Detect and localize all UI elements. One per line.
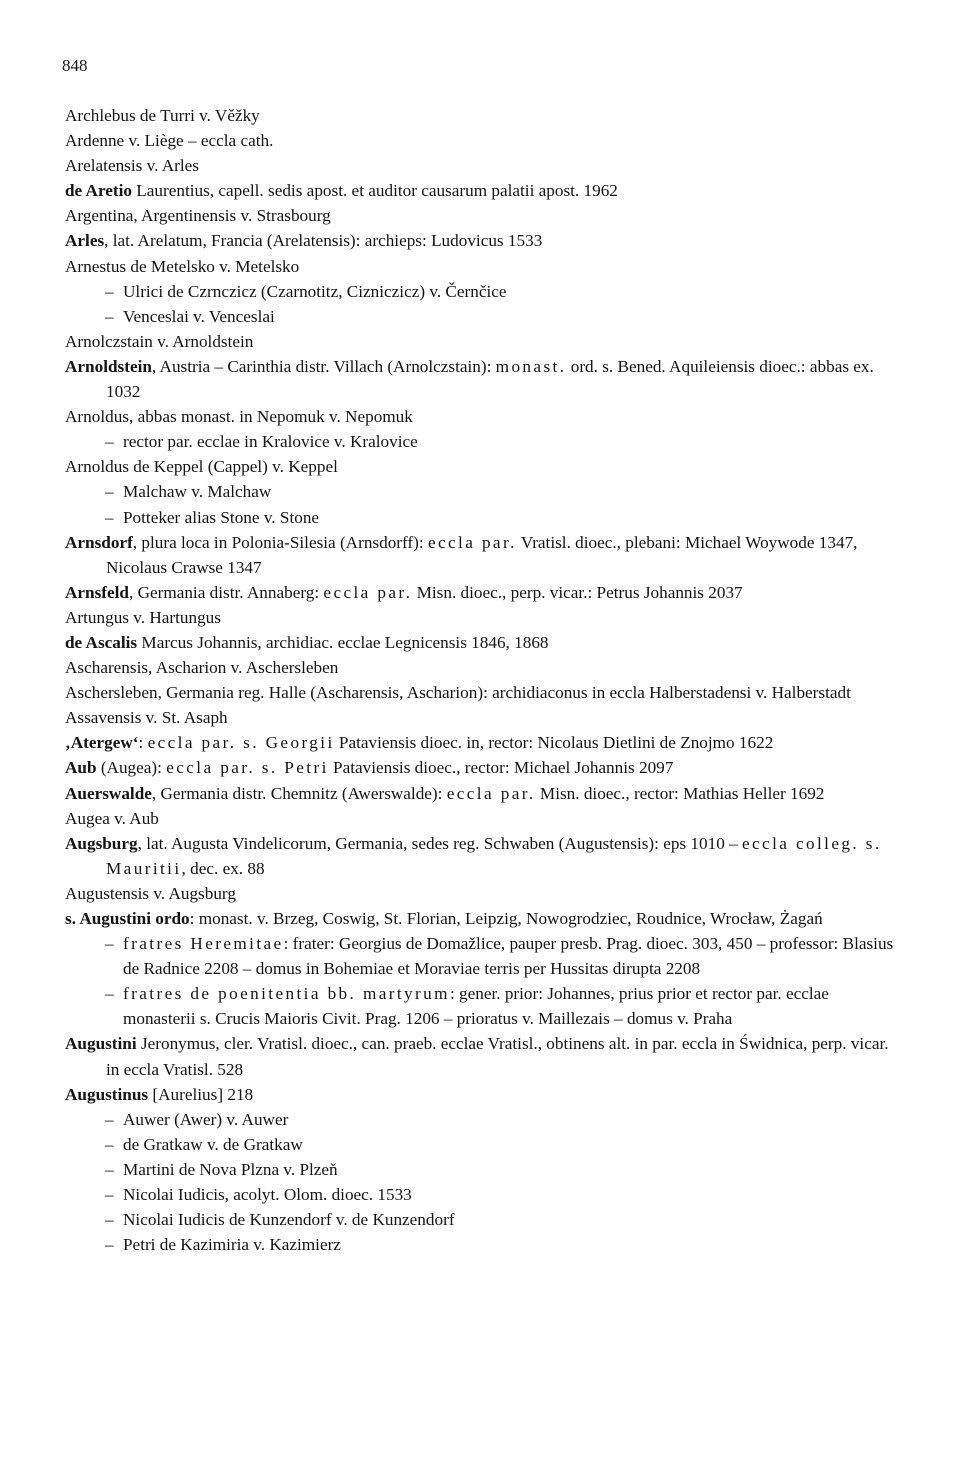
index-subentry bbox=[65, 931, 897, 981]
index-entry bbox=[65, 806, 897, 831]
spaced-term: fratres de poenitentia bb. martyrum bbox=[123, 984, 450, 1004]
index-entry bbox=[65, 1031, 897, 1081]
index-subentry bbox=[65, 1107, 897, 1132]
index-entry bbox=[65, 254, 897, 279]
entry-text: Potteker alias Stone v. Stone bbox=[123, 507, 320, 527]
headword: Arles bbox=[65, 231, 105, 251]
entry-text: Malchaw v. Malchaw bbox=[123, 482, 272, 502]
index-subentry bbox=[65, 1232, 897, 1257]
page-number: 848 bbox=[62, 56, 88, 75]
entry-text: de Gratkaw v. de Gratkaw bbox=[123, 1134, 303, 1154]
entry-text: Assavensis v. St. Asaph bbox=[65, 708, 228, 728]
entry-text: Vratisl. dioec., plebani: Michael Woywode 1347, Nicolaus Crawse 1347 bbox=[106, 532, 858, 577]
index-entry bbox=[65, 605, 897, 630]
entry-text: Augustensis v. Augsburg bbox=[65, 883, 236, 903]
entry-text: (Augea): bbox=[96, 758, 167, 778]
index-entry bbox=[65, 580, 897, 605]
headword: Augustinus bbox=[65, 1084, 149, 1104]
index-entry bbox=[65, 329, 897, 354]
entry-text: : gener. prior: Johannes, prius prior et rector par. ecclae monasterii s. Crucis Maioris Civit. Prag. 1206 – prioratus v. Maillezais – domus v. Praha bbox=[123, 984, 829, 1029]
entry-text: Arnoldus, abbas monast. in Nepomuk v. Nepomuk bbox=[65, 407, 413, 427]
entry-text: Pataviensis dioec. in, rector: Nicolaus Dietlini de Znojmo 1622 bbox=[334, 733, 774, 753]
entry-text: , plura loca in Polonia-Silesia (Arnsdorff): bbox=[132, 532, 428, 552]
index-entry bbox=[65, 705, 897, 730]
index-subentry bbox=[65, 1157, 897, 1182]
spaced-term: eccla par. s. Georgii bbox=[147, 733, 335, 753]
entry-text: rector par. ecclae in Kralovice v. Kralovice bbox=[123, 432, 418, 452]
entry-text: Misn. dioec., rector: Mathias Heller 1692 bbox=[535, 783, 825, 803]
index-entry bbox=[65, 730, 897, 755]
entry-text: Argentina, Argentinensis v. Strasbourg bbox=[65, 206, 331, 226]
entry-text: , lat. Arelatum, Francia (Arelatensis): archieps: Ludovicus 1533 bbox=[104, 231, 543, 251]
spaced-term: eccla par. bbox=[323, 582, 413, 602]
index-subentry bbox=[65, 1207, 897, 1232]
index-subentry bbox=[65, 304, 897, 329]
entry-text: Arnoldus de Keppel (Cappel) v. Keppel bbox=[65, 457, 338, 477]
entry-text: , dec. ex. 88 bbox=[181, 858, 265, 878]
index-entry bbox=[65, 228, 897, 253]
subentry-dash: – bbox=[105, 1159, 114, 1179]
subentry-dash: – bbox=[105, 1235, 114, 1255]
entry-text: Laurentius, capell. sedis apost. et auditor causarum palatii apost. 1962 bbox=[132, 181, 618, 201]
headword: Aub bbox=[65, 758, 97, 778]
entry-text: Auwer (Awer) v. Auwer bbox=[123, 1109, 289, 1129]
index-entry bbox=[65, 178, 897, 203]
index-entry bbox=[65, 454, 897, 479]
index-entry bbox=[65, 103, 897, 128]
subentry-dash: – bbox=[105, 507, 114, 527]
entry-text: : frater: Georgius de Domažlice, pauper presb. Prag. dioec. 303, 450 – professor: Blasius de Radnice 2208 – domus in Bohemiae et Moraviae terris per Hussitas dirupta 2208 bbox=[123, 934, 894, 979]
entry-text: , lat. Augusta Vindelicorum, Germania, sedes reg. Schwaben (Augustensis): eps 1010 – bbox=[137, 833, 742, 853]
index-entry bbox=[65, 128, 897, 153]
index-entry bbox=[65, 203, 897, 228]
entry-text: ord. s. Bened. Aquileiensis dioec.: abbas ex. 1032 bbox=[106, 356, 874, 402]
entry-text: Pataviensis dioec., rector: Michael Johannis 2097 bbox=[328, 758, 674, 778]
index-entries bbox=[65, 103, 897, 1257]
entry-text: Marcus Johannis, archidiac. ecclae Legnicensis 1846, 1868 bbox=[137, 632, 549, 652]
index-entry bbox=[65, 630, 897, 655]
index-entry bbox=[65, 755, 897, 780]
entry-text: Petri de Kazimiria v. Kazimierz bbox=[123, 1235, 341, 1255]
index-entry bbox=[65, 881, 897, 906]
headword: Augsburg bbox=[65, 833, 138, 853]
headword: Auerswalde bbox=[65, 783, 152, 803]
index-subentry bbox=[65, 479, 897, 504]
entry-text: Artungus v. Hartungus bbox=[65, 607, 221, 627]
spaced-term: eccla par. bbox=[427, 532, 517, 552]
entry-text: Augea v. Aub bbox=[65, 808, 159, 828]
index-entry bbox=[65, 354, 897, 404]
entry-text: Aschersleben, Germania reg. Halle (Ascharensis, Ascharion): archidiaconus in eccla Halberstadensi v. Halberstadt bbox=[65, 683, 851, 703]
entry-text: Ulrici de Czrnczicz (Czarnotitz, Cizniczicz) v. Černčice bbox=[123, 281, 507, 301]
entry-text: Misn. dioec., perp. vicar.: Petrus Johannis 2037 bbox=[412, 582, 743, 602]
index-entry bbox=[65, 530, 897, 580]
subentry-dash: – bbox=[105, 1210, 114, 1230]
subentry-dash: – bbox=[105, 281, 114, 301]
index-subentry bbox=[65, 279, 897, 304]
subentry-dash: – bbox=[105, 306, 114, 326]
entry-text: Arnestus de Metelsko v. Metelsko bbox=[65, 256, 300, 276]
spaced-term: eccla colleg. s. Mauritii bbox=[106, 833, 882, 878]
subentry-dash: – bbox=[105, 482, 114, 502]
spaced-term: fratres Heremitae bbox=[123, 934, 284, 954]
entry-text: Venceslai v. Venceslai bbox=[123, 306, 275, 326]
entry-text: : monast. v. Brzeg, Coswig, St. Florian, Leipzig, Nowogrodziec, Roudnice, Wrocław, Żagań bbox=[189, 909, 823, 928]
subentry-dash: – bbox=[105, 432, 114, 452]
subentry-dash: – bbox=[105, 1134, 114, 1154]
index-entry bbox=[65, 680, 897, 705]
entry-text: Ardenne v. Liège – eccla cath. bbox=[65, 131, 274, 151]
spaced-term: eccla par. bbox=[446, 783, 536, 803]
subentry-dash: – bbox=[105, 1109, 114, 1129]
subentry-dash: – bbox=[105, 984, 114, 1004]
index-entry bbox=[65, 1082, 897, 1107]
entry-text: Archlebus de Turri v. Věžky bbox=[65, 106, 260, 125]
index-entry bbox=[65, 831, 897, 881]
headword: Arnoldstein bbox=[65, 356, 152, 376]
headword: Arnsdorf bbox=[65, 532, 133, 552]
entry-text: [Aurelius] 218 bbox=[148, 1084, 254, 1104]
index-subentry bbox=[65, 505, 897, 530]
headword: de Ascalis bbox=[65, 632, 138, 652]
entry-text: Ascharensis, Ascharion v. Aschersleben bbox=[65, 658, 339, 678]
entry-text: Arelatensis v. Arles bbox=[65, 156, 199, 176]
entry-text: , Germania distr. Annaberg: bbox=[128, 582, 324, 602]
index-subentry bbox=[65, 981, 897, 1031]
index-entry bbox=[65, 404, 897, 429]
entry-text: Nicolai Iudicis, acolyt. Olom. dioec. 1533 bbox=[123, 1185, 412, 1205]
headword: de Aretio bbox=[65, 181, 132, 201]
entry-text: Arnolczstain v. Arnoldstein bbox=[65, 331, 254, 351]
index-subentry bbox=[65, 1132, 897, 1157]
index-entry bbox=[65, 655, 897, 680]
headword: Augustini bbox=[65, 1034, 137, 1054]
entry-text: Jeronymus, cler. Vratisl. dioec., can. praeb. ecclae Vratisl., obtinens alt. in par. eccla in Świdnica, perp. vicar. in eccla Vratisl. 528 bbox=[106, 1034, 889, 1079]
headword: Arnsfeld bbox=[65, 582, 129, 602]
subentry-dash: – bbox=[105, 934, 114, 954]
entry-text: Martini de Nova Plzna v. Plzeň bbox=[123, 1159, 338, 1179]
index-subentry bbox=[65, 429, 897, 454]
entry-text: , Austria – Carinthia distr. Villach (Arnolczstain): bbox=[151, 356, 496, 376]
entry-text: : bbox=[138, 733, 148, 753]
spaced-term: monast. bbox=[495, 356, 567, 376]
index-entry bbox=[65, 153, 897, 178]
entry-text: Nicolai Iudicis de Kunzendorf v. de Kunzendorf bbox=[123, 1210, 455, 1230]
headword: s. Augustini ordo bbox=[65, 909, 190, 928]
headword: ‚Atergew‘ bbox=[65, 733, 139, 753]
entry-text: , Germania distr. Chemnitz (Awerswalde): bbox=[151, 783, 447, 803]
index-entry bbox=[65, 906, 897, 931]
spaced-term: eccla par. s. Petri bbox=[166, 758, 329, 778]
index-subentry bbox=[65, 1182, 897, 1207]
index-entry bbox=[65, 781, 897, 806]
subentry-dash: – bbox=[105, 1185, 114, 1205]
